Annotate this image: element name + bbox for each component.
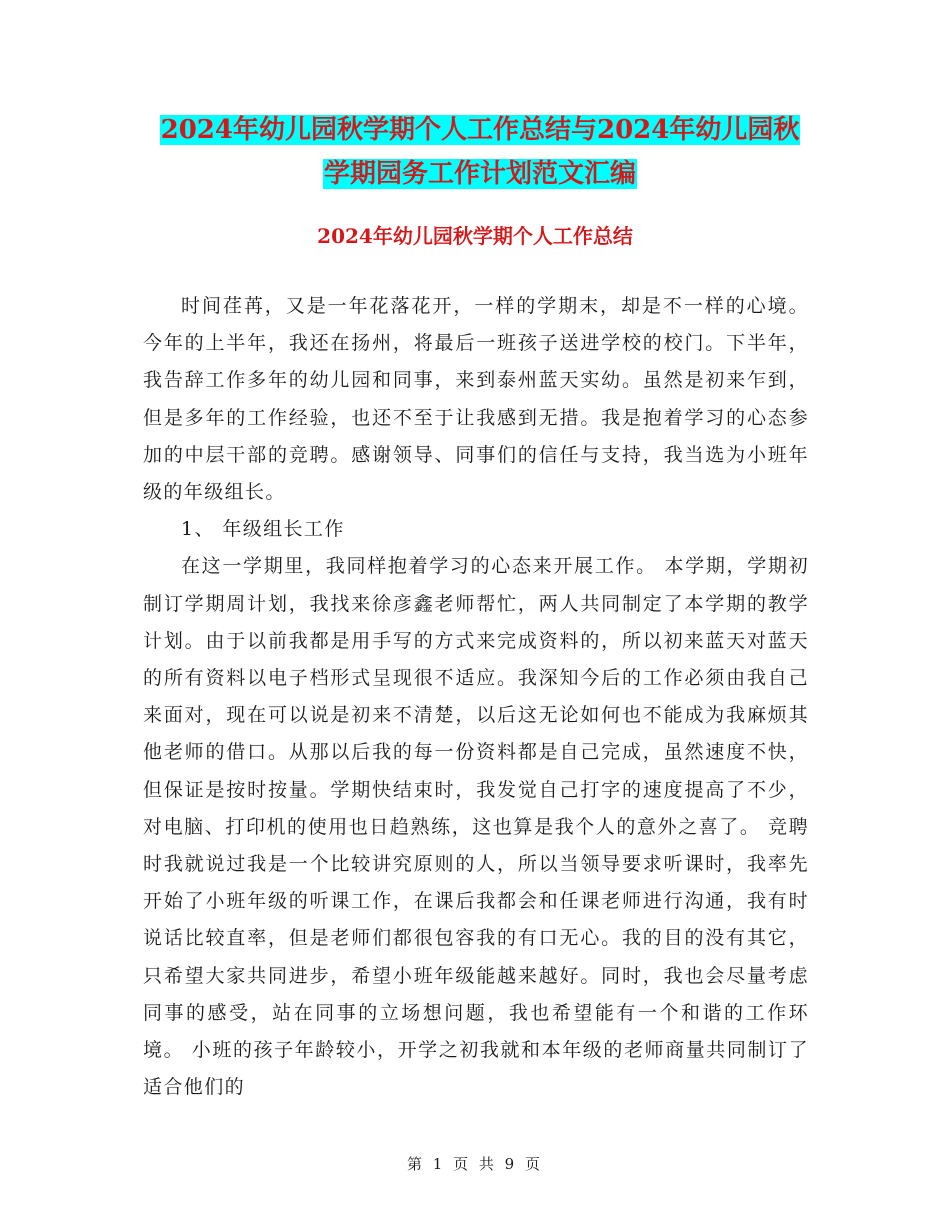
document-body [143, 288, 809, 1106]
paragraph-grade-leader-work: 在这一学期里，我同样抱着学习的心态来开展工作。 本学期，学期初制订学期周计划，我找来徐彦鑫老师帮忙，两人共同制定了本学期的教学计划。由于以前我都是用手写的方式来完成资料的，所以初来蓝天对蓝天的所有资料以电子档形式呈现很不适应。我深知今后的工作必须由我自己来面对，现在可以说是初来不清楚，以后这无论如何也不能成为我麻烦其他老师的借口。从那以后我的每一份资料都是自己完成，虽然速度不快，但保证是按时按量。学期快结束时，我发觉自己打字的速度提高了不少，对电脑、打印机的使用也日趋熟练，这也算是我个人的意外之喜了。 竞聘时我就说过我是一个比较讲究原则的人，所以当领导要求听课时，我率先开始了小班年级的听课工作，在课后我都会和任课老师进行沟通，我有时说话比较直率，但是老师们都很包容我的有口无心。我的目的没有其它，只希望大家共同进步，希望小班年级能越来越好。同时，我也会尽量考虑同事的感受，站在同事的立场想问题，我也希望能有一个和谐的工作环境。 小班的孩子年龄较小，开学之初我就和本年级的老师商量共同制订了适合他们的 [143, 555, 809, 1099]
document-title [140, 108, 820, 196]
document-title-line2: 学期园务工作计划范文汇编 [323, 159, 636, 189]
section-title: 2024年幼儿园秋学期个人工作总结 [317, 224, 633, 248]
page-footer: 第 1 页 共 9 页 [407, 1155, 543, 1173]
paragraph-heading-1: 1、 年级组长工作 [181, 518, 345, 541]
paragraph-intro: 时间荏苒，又是一年花落花开，一样的学期末，却是不一样的心境。今年的上半年，我还在扬州，将最后一班孩子送进学校的校门。下半年，我告辞工作多年的幼儿园和同事，来到泰州蓝天实幼。虽然是初来乍到，但是多年的工作经验，也还不至于让我感到无措。我是抱着学习的心态参加的中层干部的竞聘。感谢领导、同事们的信任与支持，我当选为小班年级的年级组长。 [143, 295, 809, 504]
document-title-line1: 2024年幼儿园秋学期个人工作总结与2024年幼儿园秋 [160, 115, 800, 145]
